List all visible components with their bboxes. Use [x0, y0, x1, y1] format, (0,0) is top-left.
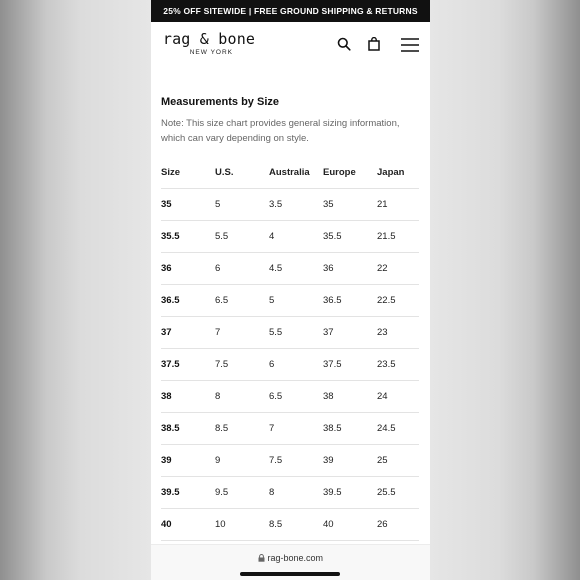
- cell-australia: 5: [269, 285, 323, 317]
- cell-japan: 21.5: [377, 221, 419, 253]
- cell-size: 37: [161, 317, 215, 349]
- cell-japan: 22.5: [377, 285, 419, 317]
- cell-size: 40: [161, 509, 215, 541]
- cell-us: 8.5: [215, 413, 269, 445]
- size-table: [161, 157, 419, 541]
- bag-icon[interactable]: [367, 37, 381, 56]
- table-row: [161, 189, 419, 221]
- cell-europe: 35.5: [323, 221, 377, 253]
- sizing-note: Note: This size chart provides general sizing information, which can vary depending on style.: [161, 118, 400, 144]
- header-australia: Australia: [269, 157, 323, 189]
- table-row: [161, 221, 419, 253]
- promo-banner[interactable]: [151, 0, 430, 22]
- header-europe: Europe: [323, 157, 377, 189]
- cell-australia: 8: [269, 477, 323, 509]
- table-row: [161, 317, 419, 349]
- cell-size: 38: [161, 381, 215, 413]
- cell-japan: 22: [377, 253, 419, 285]
- cell-us: 6: [215, 253, 269, 285]
- cell-size: 39: [161, 445, 215, 477]
- cell-size: 35.5: [161, 221, 215, 253]
- cell-us: 6.5: [215, 285, 269, 317]
- promo-text: 25% OFF SITEWIDE | FREE GROUND SHIPPING & RETURNS: [163, 6, 418, 16]
- url-text: rag-bone.com: [267, 553, 324, 563]
- menu-icon[interactable]: [400, 37, 420, 58]
- cell-australia: 7: [269, 413, 323, 445]
- cell-size: 37.5: [161, 349, 215, 381]
- cell-us: 8: [215, 381, 269, 413]
- cell-europe: 36.5: [323, 285, 377, 317]
- cell-australia: 6: [269, 349, 323, 381]
- cell-australia: 5.5: [269, 317, 323, 349]
- header-japan: Japan: [377, 157, 419, 189]
- cell-japan: 24.5: [377, 413, 419, 445]
- cell-us: 5.5: [215, 221, 269, 253]
- cell-australia: 3.5: [269, 189, 323, 221]
- cell-size: 35: [161, 189, 215, 221]
- table-row: [161, 253, 419, 285]
- cell-us: 7.5: [215, 349, 269, 381]
- cell-size: 38.5: [161, 413, 215, 445]
- header-size: Size: [161, 157, 215, 189]
- cell-size: 36: [161, 253, 215, 285]
- table-row: [161, 381, 419, 413]
- cell-us: 9.5: [215, 477, 269, 509]
- cell-japan: 23.5: [377, 349, 419, 381]
- brand-city: NEW YORK: [189, 49, 233, 56]
- table-row: [161, 413, 419, 445]
- cell-us: 5: [215, 189, 269, 221]
- cell-us: 9: [215, 445, 269, 477]
- cell-europe: 35: [323, 189, 377, 221]
- cell-size: 36.5: [161, 285, 215, 317]
- cell-australia: 7.5: [269, 445, 323, 477]
- table-header-row: [161, 157, 419, 189]
- cell-europe: 39: [323, 445, 377, 477]
- cell-japan: 25: [377, 445, 419, 477]
- table-row: [161, 349, 419, 381]
- cell-europe: 40: [323, 509, 377, 541]
- cell-europe: 37.5: [323, 349, 377, 381]
- table-row: [161, 509, 419, 541]
- cell-europe: 39.5: [323, 477, 377, 509]
- brand-logo[interactable]: [157, 31, 261, 56]
- browser-bar: [151, 544, 430, 580]
- cell-japan: 25.5: [377, 477, 419, 509]
- cell-europe: 37: [323, 317, 377, 349]
- cell-us: 10: [215, 509, 269, 541]
- cell-australia: 4: [269, 221, 323, 253]
- cell-australia: 8.5: [269, 509, 323, 541]
- cell-europe: 38: [323, 381, 377, 413]
- cell-japan: 23: [377, 317, 419, 349]
- size-chart-section: [151, 96, 430, 541]
- cell-europe: 36: [323, 253, 377, 285]
- address-bar[interactable]: [151, 553, 430, 563]
- cell-japan: 24: [377, 381, 419, 413]
- header-us: U.S.: [215, 157, 269, 189]
- cell-size: 39.5: [161, 477, 215, 509]
- cell-europe: 38.5: [323, 413, 377, 445]
- page-title: Measurements by Size: [161, 96, 279, 108]
- cell-japan: 26: [377, 509, 419, 541]
- site-header: [151, 22, 430, 70]
- cell-japan: 21: [377, 189, 419, 221]
- table-row: [161, 285, 419, 317]
- cell-australia: 6.5: [269, 381, 323, 413]
- home-indicator[interactable]: [240, 572, 340, 576]
- phone-screen: [151, 0, 430, 580]
- table-row: [161, 477, 419, 509]
- table-row: [161, 445, 419, 477]
- brand-name: rag & bone: [162, 30, 256, 48]
- search-icon[interactable]: [337, 37, 351, 56]
- cell-us: 7: [215, 317, 269, 349]
- cell-australia: 4.5: [269, 253, 323, 285]
